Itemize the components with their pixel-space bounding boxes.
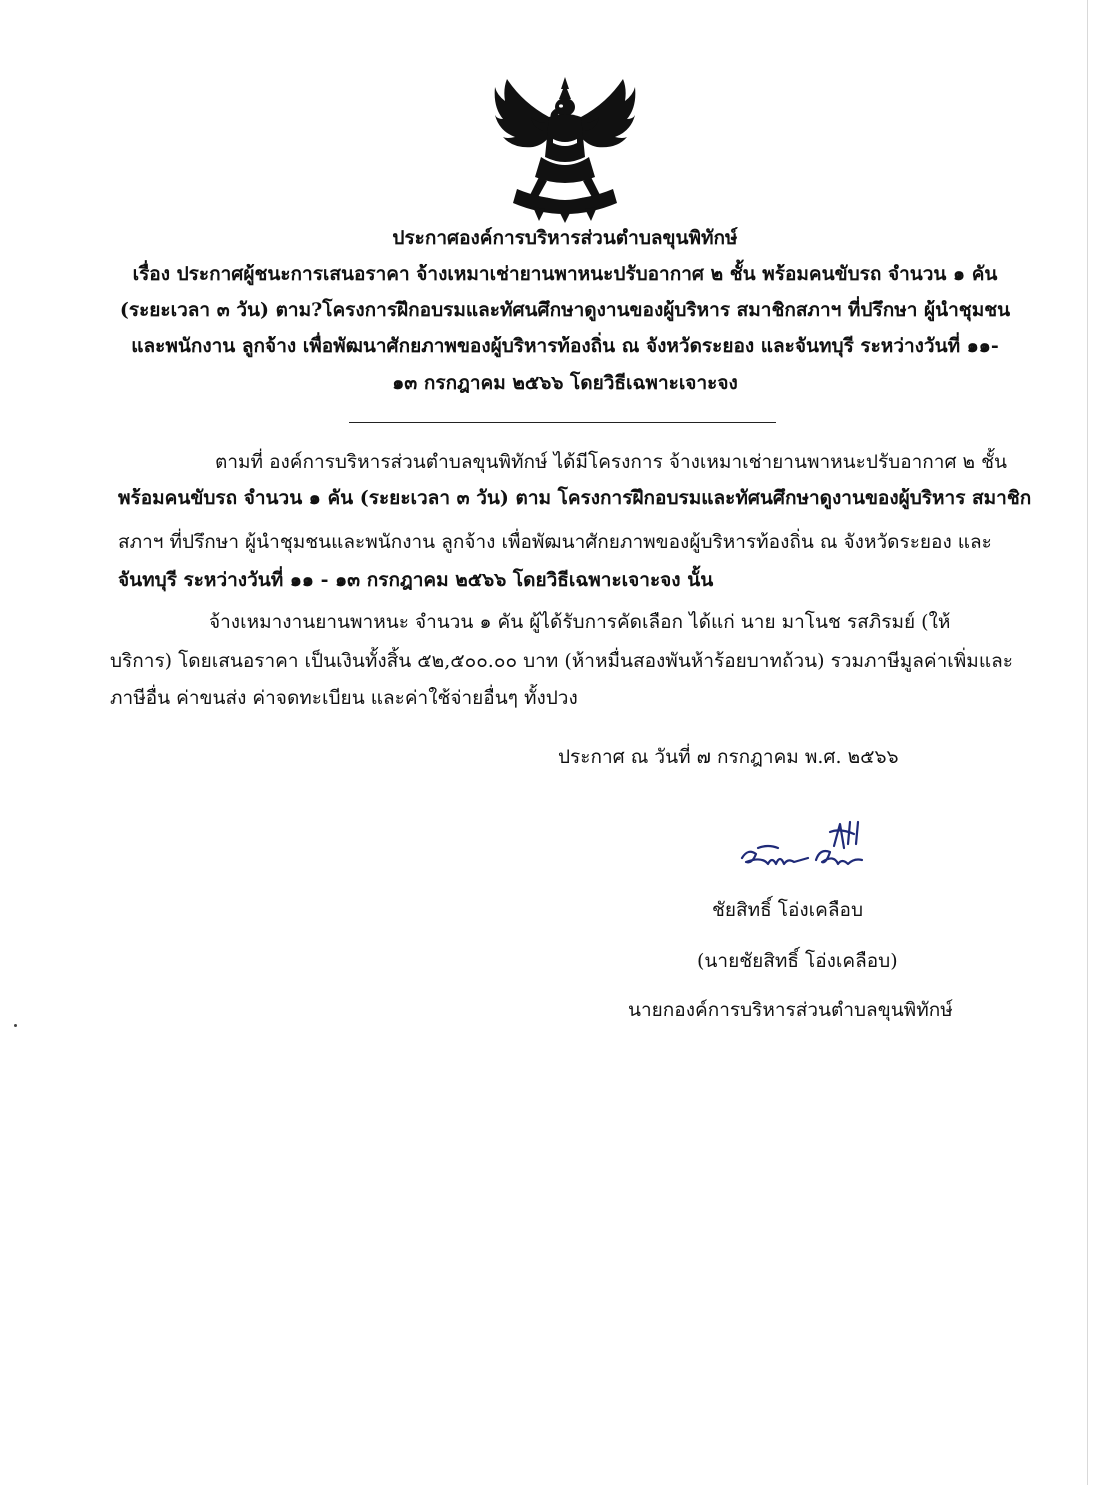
page-edge-line [1087, 0, 1088, 1485]
announcement-date: ประกาศ ณ วันที่ ๗ กรกฎาคม พ.ศ. ๒๕๖๖ [558, 746, 899, 768]
announcement-title: ประกาศองค์การบริหารส่วนตำบลขุนพิทักษ์ [392, 227, 738, 249]
signer-position: นายกองค์การบริหารส่วนตำบลขุนพิทักษ์ [628, 999, 953, 1021]
paragraph-2-line-1: จ้างเหมางานยานพาหนะ จำนวน ๑ คัน ผู้ได้รับการคัดเลือก ได้แก่ นาย มาโนช รสภิรมย์ (ให้ [209, 611, 951, 633]
subject-line-2: (ระยะเวลา ๓ วัน) ตาม?โครงการฝึกอบรมและทัศนศึกษาดูงานของผู้บริหาร สมาชิกสภาฯ ที่ปรึกษา ผู้นำชุมชน [119, 299, 1011, 321]
paragraph-2-line-2: บริการ) โดยเสนอราคา เป็นเงินทั้งสิ้น ๕๒,๕๐๐.๐๐ บาท (ห้าหมื่นสองพันห้าร้อยบาทถ้วน) รวมภาษีมูลค่าเพิ่มและ [110, 650, 1013, 672]
paragraph-1-line-2: พร้อมคนขับรถ จำนวน ๑ คัน (ระยะเวลา ๓ วัน) ตาม โครงการฝึกอบรมและทัศนศึกษาดูงานของผู้บริหาร สมาชิก [118, 487, 1032, 509]
paragraph-2-line-3: ภาษีอื่น ค่าขนส่ง ค่าจดทะเบียน และค่าใช้จ่ายอื่นๆ ทั้งปวง [110, 687, 578, 709]
paragraph-1-line-1: ตามที่ องค์การบริหารส่วนตำบลขุนพิทักษ์ ได้มีโครงการ จ้างเหมาเช่ายานพาหนะปรับอากาศ ๒ ชั้น [215, 451, 1008, 473]
header-divider [349, 422, 776, 423]
signer-name: ชัยสิทธิ์ โอ่งเคลือบ [712, 899, 863, 921]
subject-line-1: เรื่อง ประกาศผู้ชนะการเสนอราคา จ้างเหมาเช่ายานพาหนะปรับอากาศ ๒ ชั้น พร้อมคนขับรถ จำนวน ๑ คัน [132, 263, 998, 285]
paragraph-1-line-3: สภาฯ ที่ปรึกษา ผู้นำชุมชนและพนักงาน ลูกจ้าง เพื่อพัฒนาศักยภาพของผู้บริหารท้องถิ่น ณ จังหวัดระยอง และ [118, 531, 992, 553]
signer-full-name: (นายชัยสิทธิ์ โอ่งเคลือบ) [697, 950, 898, 972]
subject-line-4: ๑๓ กรกฎาคม ๒๕๖๖ โดยวิธีเฉพาะเจาะจง [392, 372, 738, 394]
scan-speck [14, 1024, 17, 1027]
garuda-emblem-icon [493, 73, 637, 223]
subject-line-3: และพนักงาน ลูกจ้าง เพื่อพัฒนาศักยภาพของผู้บริหารท้องถิ่น ณ จังหวัดระยอง และจันทบุรี ระหว่างวันที่ ๑๑- [131, 335, 999, 357]
handwritten-signature [738, 818, 878, 878]
paragraph-1-line-4: จันทบุรี ระหว่างวันที่ ๑๑ - ๑๓ กรกฎาคม ๒๕๖๖ โดยวิธีเฉพาะเจาะจง นั้น [118, 569, 714, 591]
